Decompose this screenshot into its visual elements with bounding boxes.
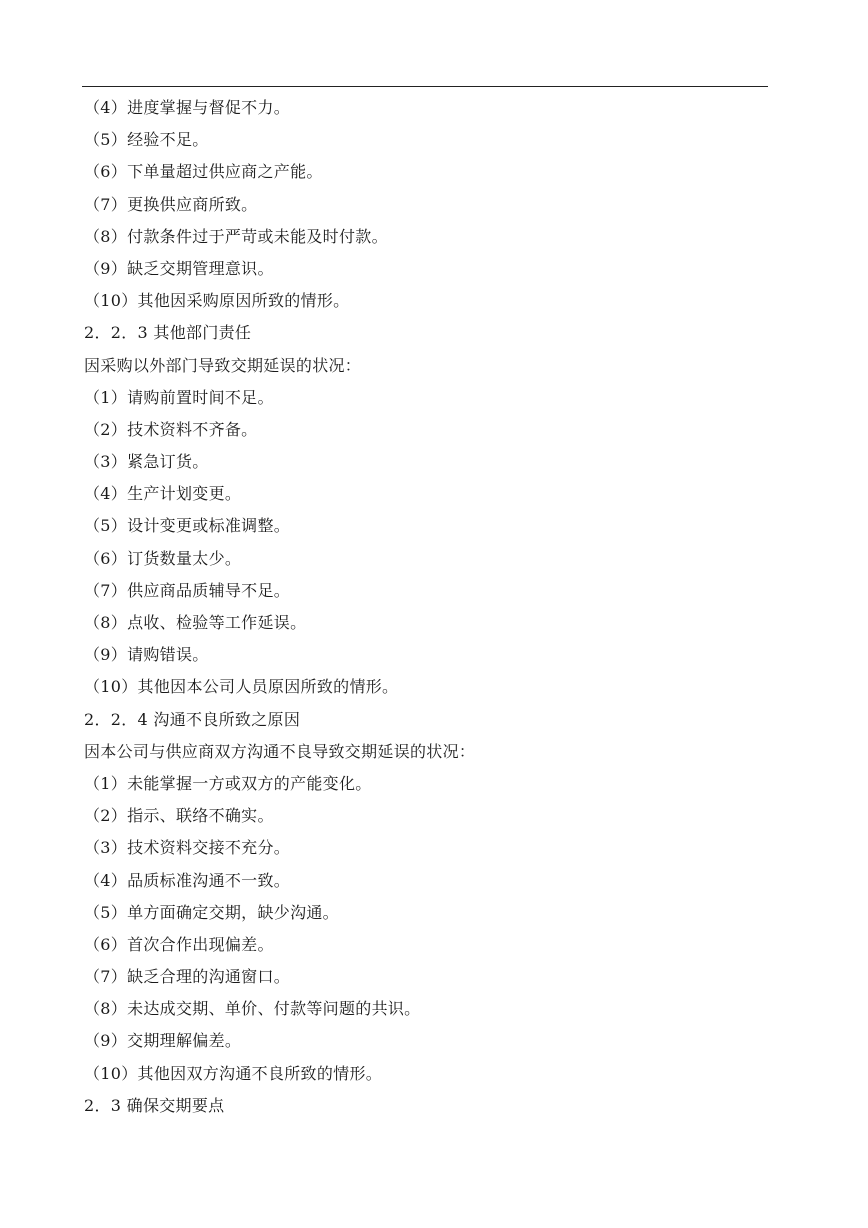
list-item-unilateral-delivery: （5）单方面确定交期，缺少沟通。 (84, 902, 339, 922)
list-item-communication-window: （7）缺乏合理的沟通窗口。 (84, 967, 291, 987)
list-item-consensus: （8）未达成交期、单价、付款等问题的共识。 (84, 999, 421, 1019)
list-item-payment-terms: （8）付款条件过于严苛或未能及时付款。 (84, 226, 388, 246)
list-item-progress-control: （4）进度掌握与督促不力。 (84, 98, 291, 117)
list-item-instructions: （2）指示、联络不确实。 (84, 806, 274, 826)
section-intro-communication: 因本公司与供应商双方沟通不良导致交期延误的状况： (84, 741, 476, 761)
list-item-doc-handover: （3）技术资料交接不充分。 (84, 838, 291, 858)
section-heading-delivery-points: 2．3 确保交期要点 (84, 1095, 225, 1115)
list-item-first-cooperation: （6）首次合作出现偏差。 (84, 934, 274, 954)
list-item-other-internal: （10）其他因本公司人员原因所致的情形。 (84, 677, 399, 697)
section-intro-other-departments: 因采购以外部门导致交期延误的状况： (84, 355, 362, 375)
list-item-other-communication: （10）其他因双方沟通不良所致的情形。 (84, 1063, 383, 1083)
list-item-quality-standard: （4）品质标准沟通不一致。 (84, 870, 291, 890)
list-item-request-error: （9）请购错误。 (84, 645, 209, 665)
list-item-quality-guidance: （7）供应商品质辅导不足。 (84, 580, 291, 600)
section-heading-communication: 2．2．4 沟通不良所致之原因 (84, 709, 301, 729)
list-item-lead-time: （1）请购前置时间不足。 (84, 387, 274, 407)
list-item-plan-change: （4）生产计划变更。 (84, 484, 242, 504)
list-item-supplier-change: （7）更换供应商所致。 (84, 194, 258, 214)
header-rule (82, 86, 768, 87)
list-item-capacity-change: （1）未能掌握一方或双方的产能变化。 (84, 773, 372, 793)
document-body (84, 92, 774, 1122)
list-item-inspection-delay: （8）点收、检验等工作延误。 (84, 613, 307, 632)
list-item-order-exceeds-capacity: （6）下单量超过供应商之产能。 (84, 162, 323, 182)
list-item-technical-docs: （2）技术资料不齐备。 (84, 419, 258, 439)
section-heading-other-departments: 2．2．3 其他部门责任 (84, 323, 252, 343)
list-item-insufficient-experience: （5）经验不足。 (84, 130, 209, 150)
list-item-small-quantity: （6）订货数量太少。 (84, 548, 242, 568)
list-item-delivery-understanding: （9）交期理解偏差。 (84, 1031, 242, 1051)
list-item-design-change: （5）设计变更或标准调整。 (84, 516, 291, 536)
list-item-lack-of-awareness: （9）缺乏交期管理意识。 (84, 258, 274, 278)
list-item-urgent-order: （3）紧急订货。 (84, 452, 209, 472)
list-item-other-procurement: （10）其他因采购原因所致的情形。 (84, 291, 350, 311)
